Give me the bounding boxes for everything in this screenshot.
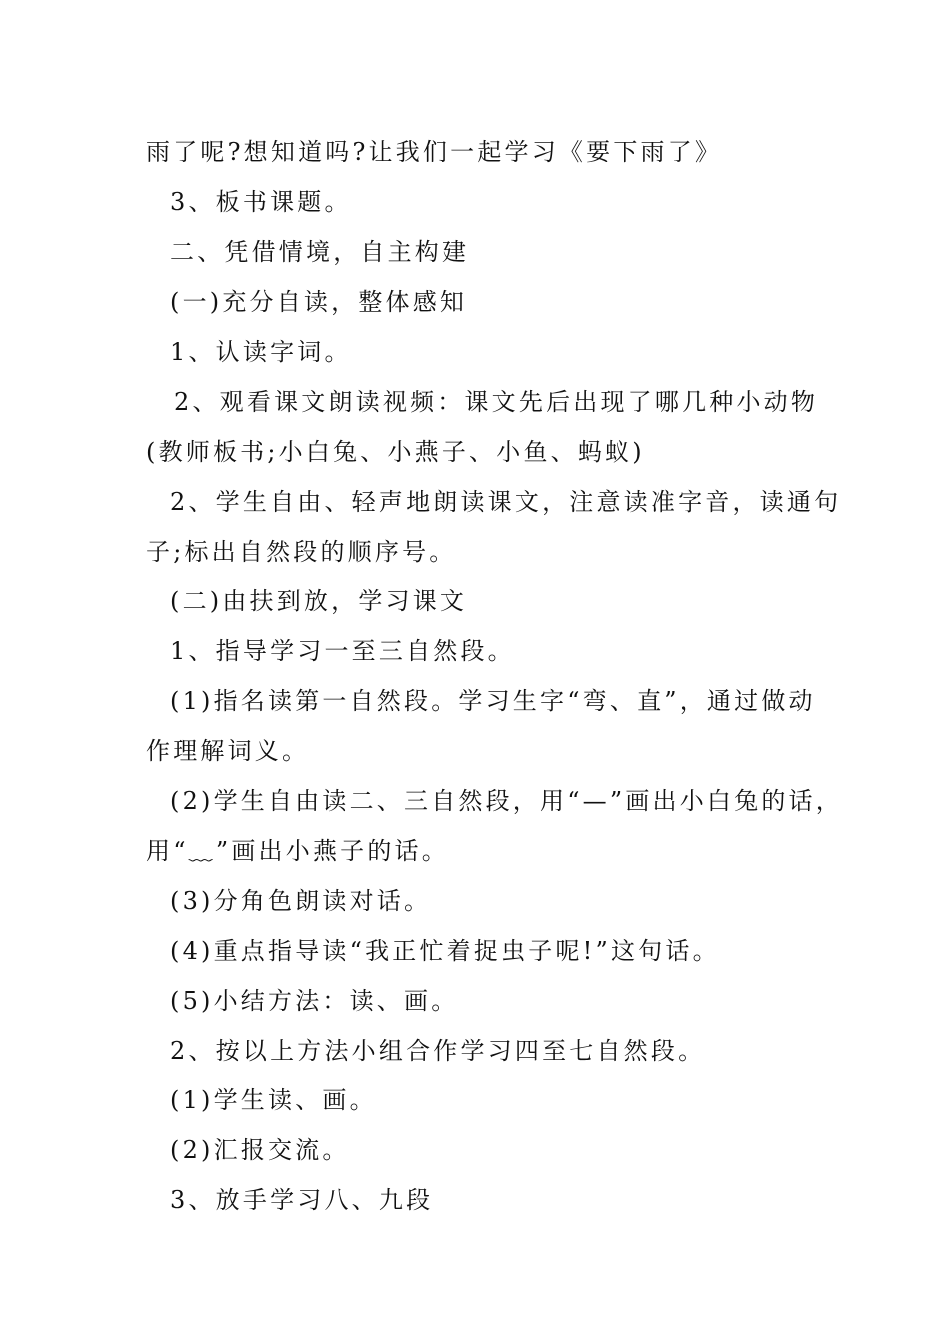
text-line: (一)充分自读，整体感知	[170, 288, 468, 316]
text-line: 2、观看课文朗读视频：课文先后出现了哪几种小动物	[174, 388, 819, 416]
text-line: (二)由扶到放，学习课文	[170, 587, 468, 615]
text-line: 3、板书课题。	[170, 188, 352, 216]
text-line: 作理解词义。	[146, 737, 310, 765]
text-line: 3、放手学习八、九段	[170, 1186, 434, 1214]
text-line: (3)分角色朗读对话。	[170, 887, 432, 915]
text-line: (1)学生读、画。	[170, 1086, 377, 1114]
text-line: 1、指导学习一至三自然段。	[170, 637, 515, 665]
text-line: (2)汇报交流。	[170, 1136, 350, 1164]
text-line: 2、学生自由、轻声地朗读课文，注意读准字音，读通句	[170, 488, 842, 516]
text-line: 2、按以上方法小组合作学习四至七自然段。	[170, 1037, 706, 1065]
text-line: (2)学生自由读二、三自然段，用“—”画出小白兔的话，	[170, 787, 843, 815]
text-line: (4)重点指导读“我正忙着捉虫子呢!”这句话。	[170, 937, 720, 965]
text-line: 子;标出自然段的顺序号。	[146, 538, 457, 566]
text-line: (教师板书;小白兔、小燕子、小鱼、蚂蚁)	[146, 438, 645, 466]
text-line: (1)指名读第一自然段。学习生字“弯、直”，通过做动	[170, 687, 816, 715]
text-line: 雨了呢?想知道吗?让我们一起学习《要下雨了》	[146, 138, 723, 166]
text-line: 用“﹏”画出小燕子的话。	[146, 837, 449, 865]
text-line: 1、认读字词。	[170, 338, 352, 366]
text-line: (5)小结方法：读、画。	[170, 987, 459, 1015]
text-line: 二、凭借情境，自主构建	[170, 238, 470, 266]
